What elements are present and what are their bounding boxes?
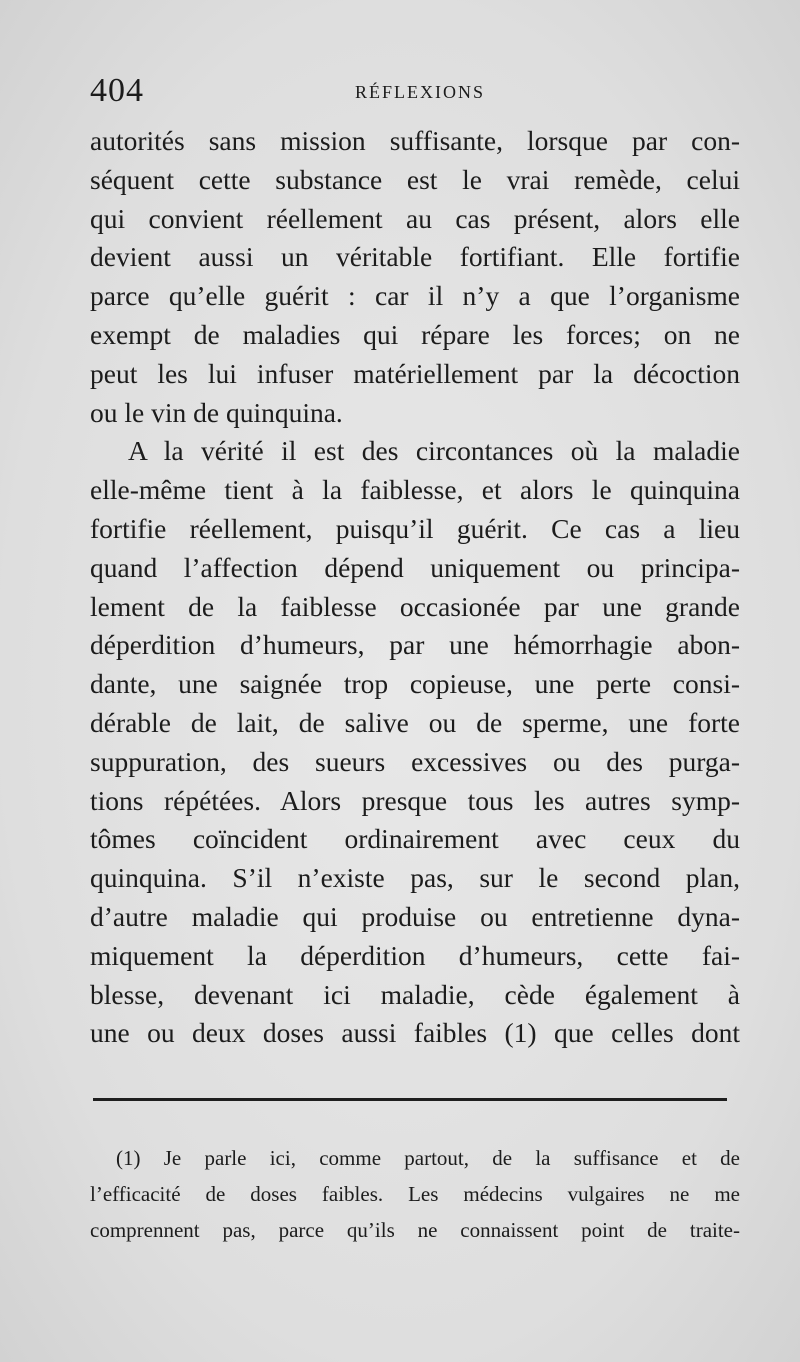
text-line: dérable de lait, de salive ou de sperme, une forte (90, 706, 740, 738)
page-header (90, 72, 740, 112)
main-text (90, 122, 740, 1053)
text-line: déperdition d’humeurs, par une hémorrhagie abon- (90, 629, 740, 661)
footnote-line: comprennent pas, parce qu’ils ne connaissent point de traite- (90, 1218, 740, 1242)
text-line: peut les lui infuser matériellement par la décoction (90, 357, 740, 389)
text-line: devient aussi un véritable fortifiant. Elle fortifie (90, 241, 740, 273)
text-line: dante, une saignée trop copieuse, une perte consi- (90, 668, 740, 700)
text-line: séquent cette substance est le vrai remède, celui (90, 163, 740, 195)
text-line: suppuration, des sueurs excessives ou des purga- (90, 745, 740, 777)
text-line: fortifie réellement, puisqu’il guérit. Ce cas a lieu (90, 512, 740, 544)
footnote (90, 1140, 740, 1248)
text-line: une ou deux doses aussi faibles (1) que celles dont (90, 1017, 740, 1049)
text-line: parce qu’elle guérit : car il n’y a que l’organisme (90, 280, 740, 312)
page-number: 404 (90, 72, 144, 109)
footnote-line: (1) Je parle ici, comme partout, de la suffisance et de (116, 1146, 740, 1170)
text-line: lement de la faiblesse occasionée par une grande (90, 590, 740, 622)
text-line: quand l’affection dépend uniquement ou principa- (90, 551, 740, 583)
text-line: exempt de maladies qui répare les forces; on ne (90, 318, 740, 350)
text-line: ou le vin de quinquina. (90, 396, 343, 428)
text-line: tions répétées. Alors presque tous les autres symp- (90, 784, 740, 816)
text-line: qui convient réellement au cas présent, alors elle (90, 202, 740, 234)
text-line: d’autre maladie qui produise ou entretienne dyna- (90, 900, 740, 932)
text-line: A la vérité il est des circontances où la maladie (128, 435, 740, 467)
footnote-line: l’efficacité de doses faibles. Les médecins vulgaires ne me (90, 1182, 740, 1206)
text-line: miquement la déperdition d’humeurs, cette fai- (90, 939, 740, 971)
text-line: autorités sans mission suffisante, lorsque par con- (90, 125, 740, 156)
footnote-separator (93, 1098, 727, 1101)
text-line: quinquina. S’il n’existe pas, sur le second plan, (90, 862, 740, 894)
text-line: elle-même tient à la faiblesse, et alors le quinquina (90, 474, 740, 506)
text-line: tômes coïncident ordinairement avec ceux du (90, 823, 740, 855)
running-title: RÉFLEXIONS (355, 82, 486, 102)
text-line: blesse, devenant ici maladie, cède également à (90, 978, 740, 1010)
